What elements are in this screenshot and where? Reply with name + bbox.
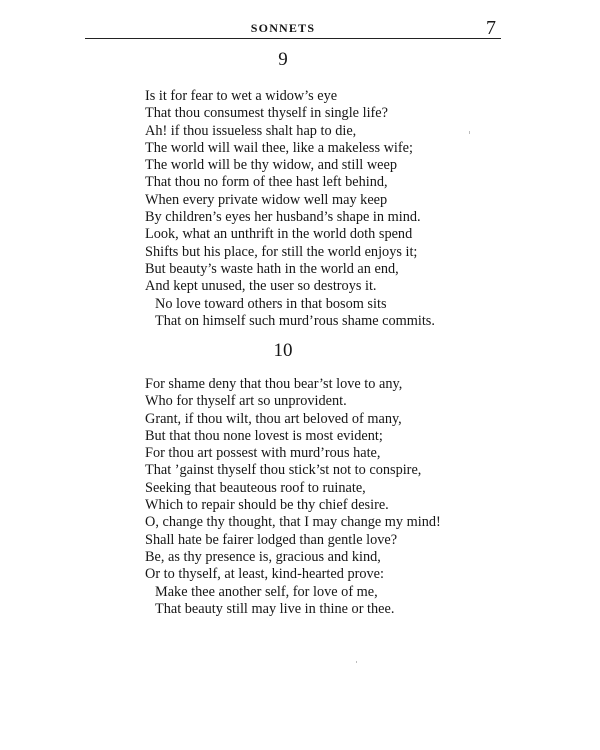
running-head [0,17,600,40]
verse-line: By children’s eyes her husband’s shape in mind. [145,209,421,226]
verse-line: That thou consumest thyself in single life? [145,105,388,122]
verse-line: The world will be thy widow, and still weep [145,157,398,174]
verse-line: Is it for fear to wet a widow’s eye [145,88,338,104]
verse-line: When every private widow well may keep [145,191,388,208]
verse-line: Shifts but his place, for still the world enjoys it; [145,243,418,260]
verse-line: Look, what an unthrift in the world doth spend [145,226,413,243]
verse-line: Seeking that beauteous roof to ruinate, [145,479,366,496]
sonnet-body [145,88,475,330]
verse-line: O, change thy thought, that I may change my mind! [145,514,441,531]
sonnet-number: 9 [278,49,288,70]
sonnet-number: 10 [273,340,293,361]
verse-line: And kept unused, the user so destroys it. [145,278,377,295]
sonnet-body [145,376,475,618]
couplet-line: Make thee another self, for love of me, [155,583,378,600]
verse-line: Be, as thy presence is, gracious and kind, [145,548,381,565]
couplet-line: No love toward others in that bosom sits [155,295,387,312]
running-title: SONNETS [250,21,316,35]
page-number: 7 [486,17,496,39]
verse-line: But beauty’s waste hath in the world an end, [145,260,399,277]
verse-line: Ah! if thou issueless shalt hap to die, [145,122,357,139]
verse-line: For thou art possest with murd’rous hate, [145,445,381,462]
verse-line: Grant, if thou wilt, thou art beloved of many, [145,410,402,427]
verse-line: The world will wail thee, like a makeless wife; [145,139,413,156]
verse-line: Who for thyself art so unprovident. [145,393,347,410]
verse-line: But that thou none lovest is most evident; [145,427,383,444]
scan-speck [469,131,470,134]
verse-line: Shall hate be fairer lodged than gentle love? [145,531,398,548]
couplet-line: That on himself such murd’rous shame commits. [155,312,435,329]
verse-line: That thou no form of thee hast left behind, [145,174,388,191]
verse-line: Or to thyself, at least, kind-hearted prove: [145,566,384,583]
header-rule [85,38,501,39]
verse-line: Which to repair should be thy chief desire. [145,497,389,514]
couplet-line: That beauty still may live in thine or thee. [155,600,395,617]
scan-speck [356,661,357,663]
verse-line: For shame deny that thou bear’st love to any, [145,376,403,392]
verse-line: That ’gainst thyself thou stick’st not to conspire, [145,462,422,479]
